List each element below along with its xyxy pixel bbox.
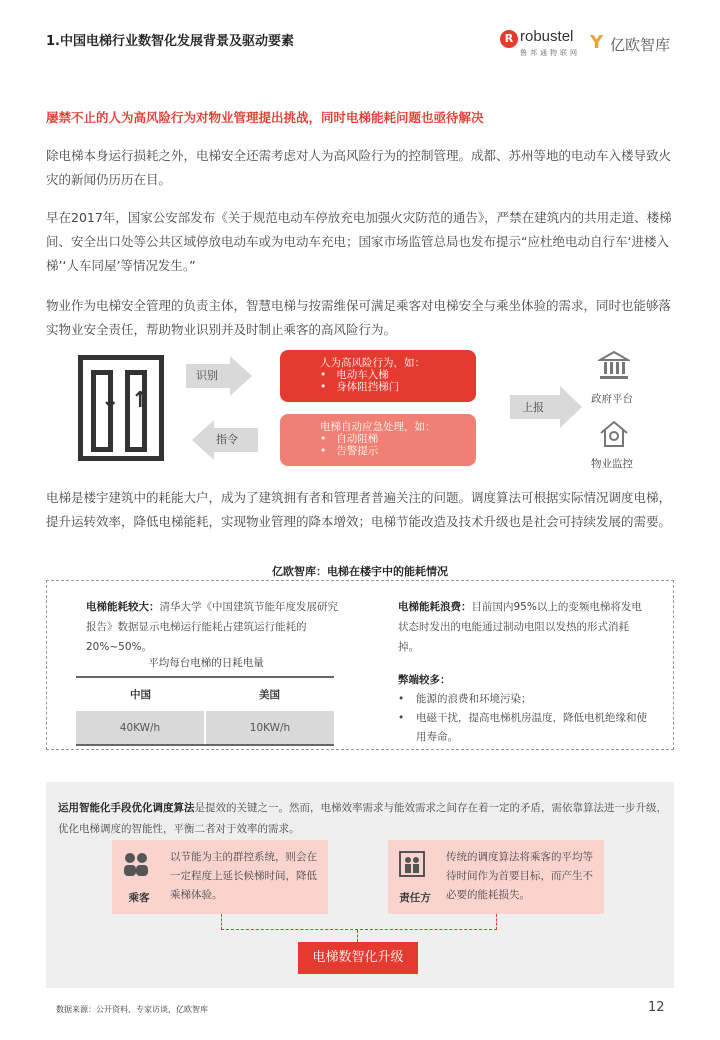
report-arrow: [510, 386, 584, 428]
identify-arrow: [186, 356, 254, 396]
algorithm-panel-bold: 运用智能化手段优化调度算法: [58, 802, 195, 814]
responsible-party-elevator-icon: [398, 850, 426, 878]
energy-high-text: [86, 597, 346, 657]
passenger-card: [112, 840, 328, 914]
robustel-logo-icon: R: [500, 30, 518, 48]
page-header-title: 1.中国电梯行业数智化发展背景及驱动要素: [46, 34, 294, 49]
paragraph-property: 物业作为电梯安全管理的负责主体，智慧电梯与按需维保可满足乘客对电梯安全与乘坐体验的需求，同时也能够落实物业安全责任，帮助物业识别并及时制止乘客的高风险行为。: [46, 298, 672, 337]
yiou-logo-text: 亿欧智库: [610, 36, 671, 54]
energy-high-label: 电梯能耗较大：: [86, 601, 160, 613]
responsible-party-role-label: 责任方: [399, 892, 431, 904]
emergency-item: • 自动阻梯: [320, 433, 476, 445]
page-number: 12: [648, 1000, 665, 1015]
risk-behavior-title: 人为高风险行为，如：: [320, 357, 425, 369]
risk-behavior-box: [280, 350, 476, 402]
energy-high-body: 清华大学《中国建筑节能年度发展研究报告》数据显示电梯运行能耗占建筑运行能耗的: [86, 601, 338, 633]
algorithm-panel-body: 是提效的关键之一。然而，电梯效率需求与能效需求之间存在着一定的矛盾，需依靠算法进一步升级，优化电梯调度的智能性，平衡二者对于效率的需求。: [58, 802, 667, 835]
energy-high-percentage: 20%~50%: [86, 641, 142, 653]
energy-high-end: 。: [141, 641, 152, 653]
paragraph-regulation: 早在2017年，国家公安部发布《关于规范电动车停放充电加强火灾防范的通告》，严禁在建筑内的共用走道、楼梯间、安全出口处等公共区域停放电动车或为电动车充电；国家市场监管总局也发布提示“应杜绝电动自行车‘进楼入梯’‘人车同屋’等情况发生。”: [46, 210, 672, 273]
property-monitor-label: 物业监控: [591, 458, 633, 470]
algorithm-panel-text: [58, 798, 670, 840]
daily-consumption-title: 平均每台电梯的日耗电量: [148, 657, 264, 669]
government-platform-label: 政府平台: [591, 393, 633, 405]
daily-consumption-table: [76, 676, 334, 746]
passenger-people-icon: [122, 850, 150, 878]
elevator-icon: [78, 355, 164, 461]
table-cell-usa: 10KW/h: [205, 711, 334, 745]
risk-item: • 电动车入梯: [320, 369, 476, 381]
table-cell-china: 40KW/h: [76, 711, 205, 745]
table-header-china: 中国: [130, 689, 151, 701]
dashed-connector-stem: [357, 930, 358, 942]
paragraph-safety: 除电梯本身运行损耗之外，电梯安全还需考虑对人为高风险行为的控制管理。成都、苏州等地的电动车入楼导致火灾的新闻仍历历在目。: [46, 148, 672, 187]
robustel-logo-text: robustel: [520, 28, 574, 45]
emergency-handling-title: 电梯自动应急处理，如：: [320, 421, 436, 433]
responsible-party-card: [388, 840, 604, 914]
drawback-title: 弊端较多：: [398, 674, 451, 686]
drawback-item: • 能源的浪费和环境污染；: [398, 690, 648, 709]
drawback-item: • 电磁干扰，提高电梯机房温度，降低电机绝缘和使用寿命。: [398, 709, 648, 747]
drawback-list: [398, 690, 648, 747]
robustel-logo-subtext: 鲁邦通物联网: [520, 49, 580, 57]
energy-box-title: 亿欧智库：电梯在楼宇中的能耗情况: [272, 565, 448, 578]
responsible-party-text: 传统的调度算法将乘客的平均等待时间作为首要目标，而产生不必要的能耗损失。: [446, 851, 593, 901]
emergency-handling-box: [280, 414, 476, 466]
emergency-item: • 告警提示: [320, 445, 476, 457]
energy-waste-text: [398, 597, 648, 657]
energy-waste-label: 电梯能耗浪费：: [398, 601, 472, 613]
command-arrow: [192, 420, 260, 460]
table-header-usa: 美国: [259, 689, 280, 701]
robustel-logo: [500, 26, 580, 62]
passenger-text: 以节能为主的群控系统，则会在一定程度上延长候梯时间，降低乘梯体验。: [170, 851, 317, 901]
risk-item: • 身体阻挡梯门: [320, 381, 476, 393]
command-arrow-label: 指令: [216, 433, 238, 446]
government-building-icon: [598, 350, 630, 382]
paragraph-energy: 电梯是楼宇建筑中的耗能大户，成为了建筑拥有者和管理者普遍关注的问题。调度算法可根据实际情况调度电梯，提升运转效率，降低电梯能耗，实现物业管理的降本增效；电梯节能改造及技术升级也是社会可持续发展的需要。: [46, 490, 672, 529]
elevator-upgrade-label-box: 电梯数智化升级: [298, 942, 418, 974]
passenger-role-label: 乘客: [128, 892, 150, 904]
elevator-up-arrow-icon: ↑: [131, 388, 150, 413]
data-source-footer: 数据来源：公开资料、专家访谈，亿欧智库: [56, 1005, 208, 1014]
property-monitor-house-icon: [598, 418, 630, 450]
energy-waste-body: 目前国内95%以上的变频电梯将发电状态时发出的电能通过制动电阻以发热的形式消耗掉。: [398, 601, 642, 653]
yiou-logo-icon: Y: [590, 32, 604, 53]
identify-arrow-label: 识别: [196, 369, 218, 382]
section-heading: 屡禁不止的人为高风险行为对物业管理提出挑战，同时电梯能耗问题也亟待解决: [46, 110, 484, 125]
report-arrow-label: 上报: [522, 401, 544, 414]
dashed-connector: [221, 914, 497, 930]
elevator-down-arrow-icon: ↓: [101, 388, 120, 413]
